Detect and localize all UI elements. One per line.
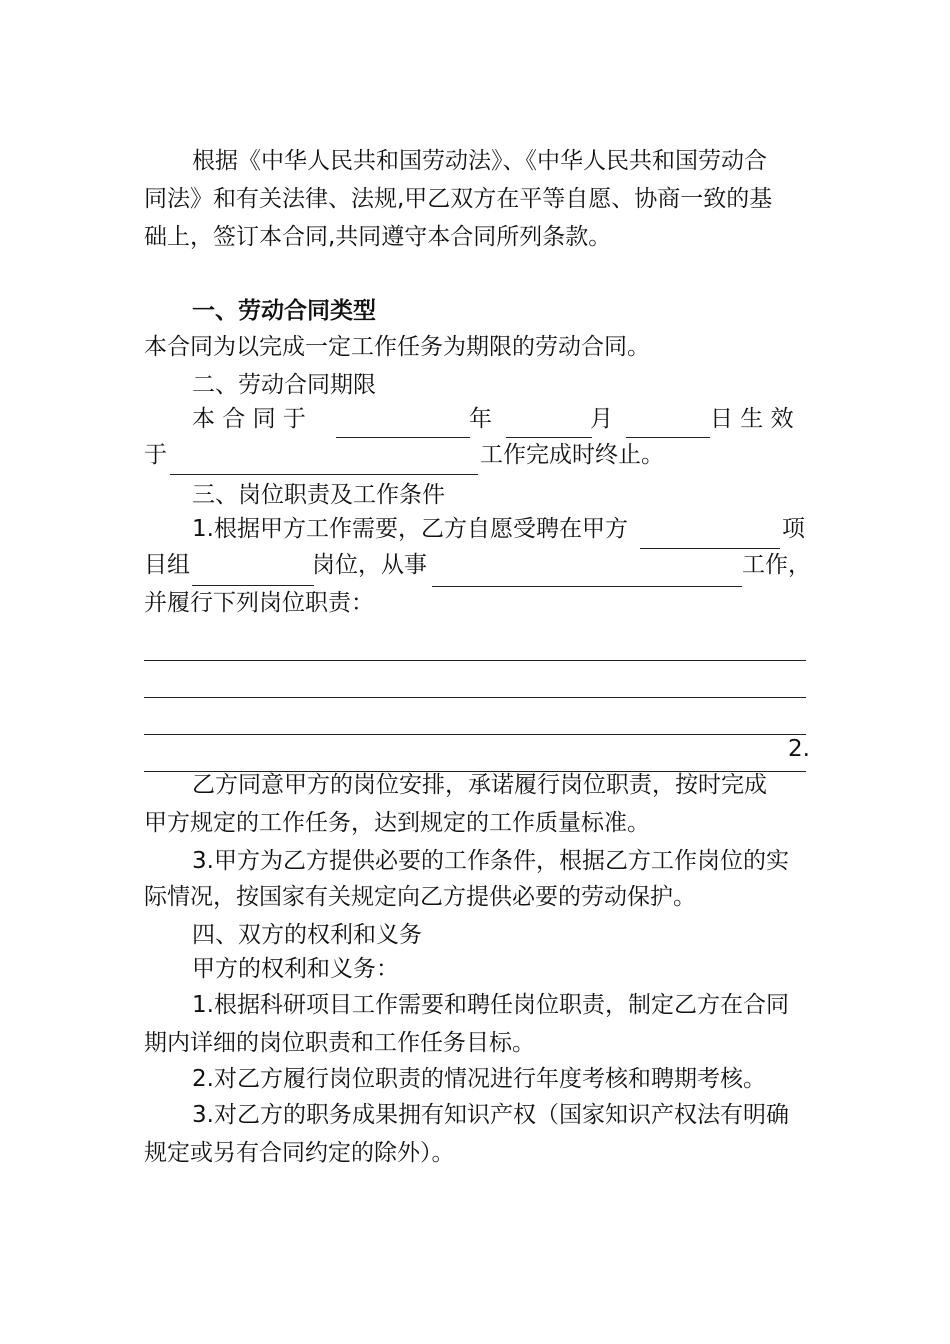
start-day-blank: [626, 437, 710, 438]
employer-project-blank: [640, 548, 780, 549]
section4-item3-line2: 规定或另有合同约定的除外）。: [144, 1140, 455, 1166]
section3-item2-line2: 甲方规定的工作任务，达到规定的工作质量标准。: [144, 810, 650, 836]
month-label: 月: [590, 406, 613, 432]
term-end-task-blank: [170, 474, 478, 475]
term-end-suffix: 工作完成时终止。: [480, 442, 664, 468]
start-month-blank: [506, 437, 592, 438]
work-type-blank: [432, 586, 742, 587]
duty-blank-line-3: [144, 734, 806, 735]
day-effective-label: 日 生 效: [710, 406, 794, 432]
position-blank: [192, 585, 314, 586]
section3-item3-line1: 3.甲方为乙方提供必要的工作条件，根据乙方工作岗位的实: [192, 848, 789, 874]
section3-item2-line1: 乙方同意甲方的岗位安排，承诺履行岗位职责，按时完成: [192, 772, 767, 798]
section2-heading: 二、劳动合同期限: [192, 372, 376, 398]
term-end-prefix: 于: [144, 442, 167, 468]
section1-heading: 一、劳动合同类型: [192, 298, 376, 324]
intro-line-1: 根据《中华人民共和国劳动法》、《中华人民共和国劳动合: [192, 148, 767, 174]
section4-item2: 2.对乙方履行岗位职责的情况进行年度考核和聘期考核。: [192, 1066, 766, 1092]
item2-number: 2.: [788, 736, 810, 762]
section3-item3-line2: 际情况，按国家有关规定向乙方提供必要的劳动保护。: [144, 884, 696, 910]
work-label: 工作，: [742, 552, 811, 578]
intro-line-3: 础上，签订本合同,共同遵守本合同所列条款。: [144, 224, 612, 250]
team-label: 目组: [144, 552, 190, 578]
duties-intro: 并履行下列岗位职责：: [144, 590, 374, 616]
position-label: 岗位，从事: [312, 552, 427, 578]
section4-item1-line1: 1.根据科研项目工作需要和聘任岗位职责，制定乙方在合同: [192, 992, 789, 1018]
project-label: 项: [782, 516, 805, 542]
section4-subheading: 甲方的权利和义务：: [192, 956, 399, 982]
duty-blank-line-1: [144, 660, 806, 661]
term-start-label: 本 合 同 于: [192, 406, 306, 432]
section1-text: 本合同为以完成一定工作任务为期限的劳动合同。: [144, 334, 650, 360]
duty-blank-line-2: [144, 697, 806, 698]
section3-item1-line1: 1.根据甲方工作需要，乙方自愿受聘在甲方: [192, 516, 628, 542]
section4-item3-line1: 3.对乙方的职务成果拥有知识产权（国家知识产权法有明确: [192, 1102, 789, 1128]
start-year-blank: [336, 437, 470, 438]
section4-item1-line2: 期内详细的岗位职责和工作任务目标。: [144, 1030, 535, 1056]
intro-line-2: 同法》和有关法律、法规,甲乙双方在平等自愿、协商一致的基: [144, 186, 773, 212]
section3-heading: 三、岗位职责及工作条件: [192, 482, 445, 508]
section4-heading: 四、双方的权利和义务: [192, 922, 422, 948]
year-label: 年: [469, 406, 492, 432]
